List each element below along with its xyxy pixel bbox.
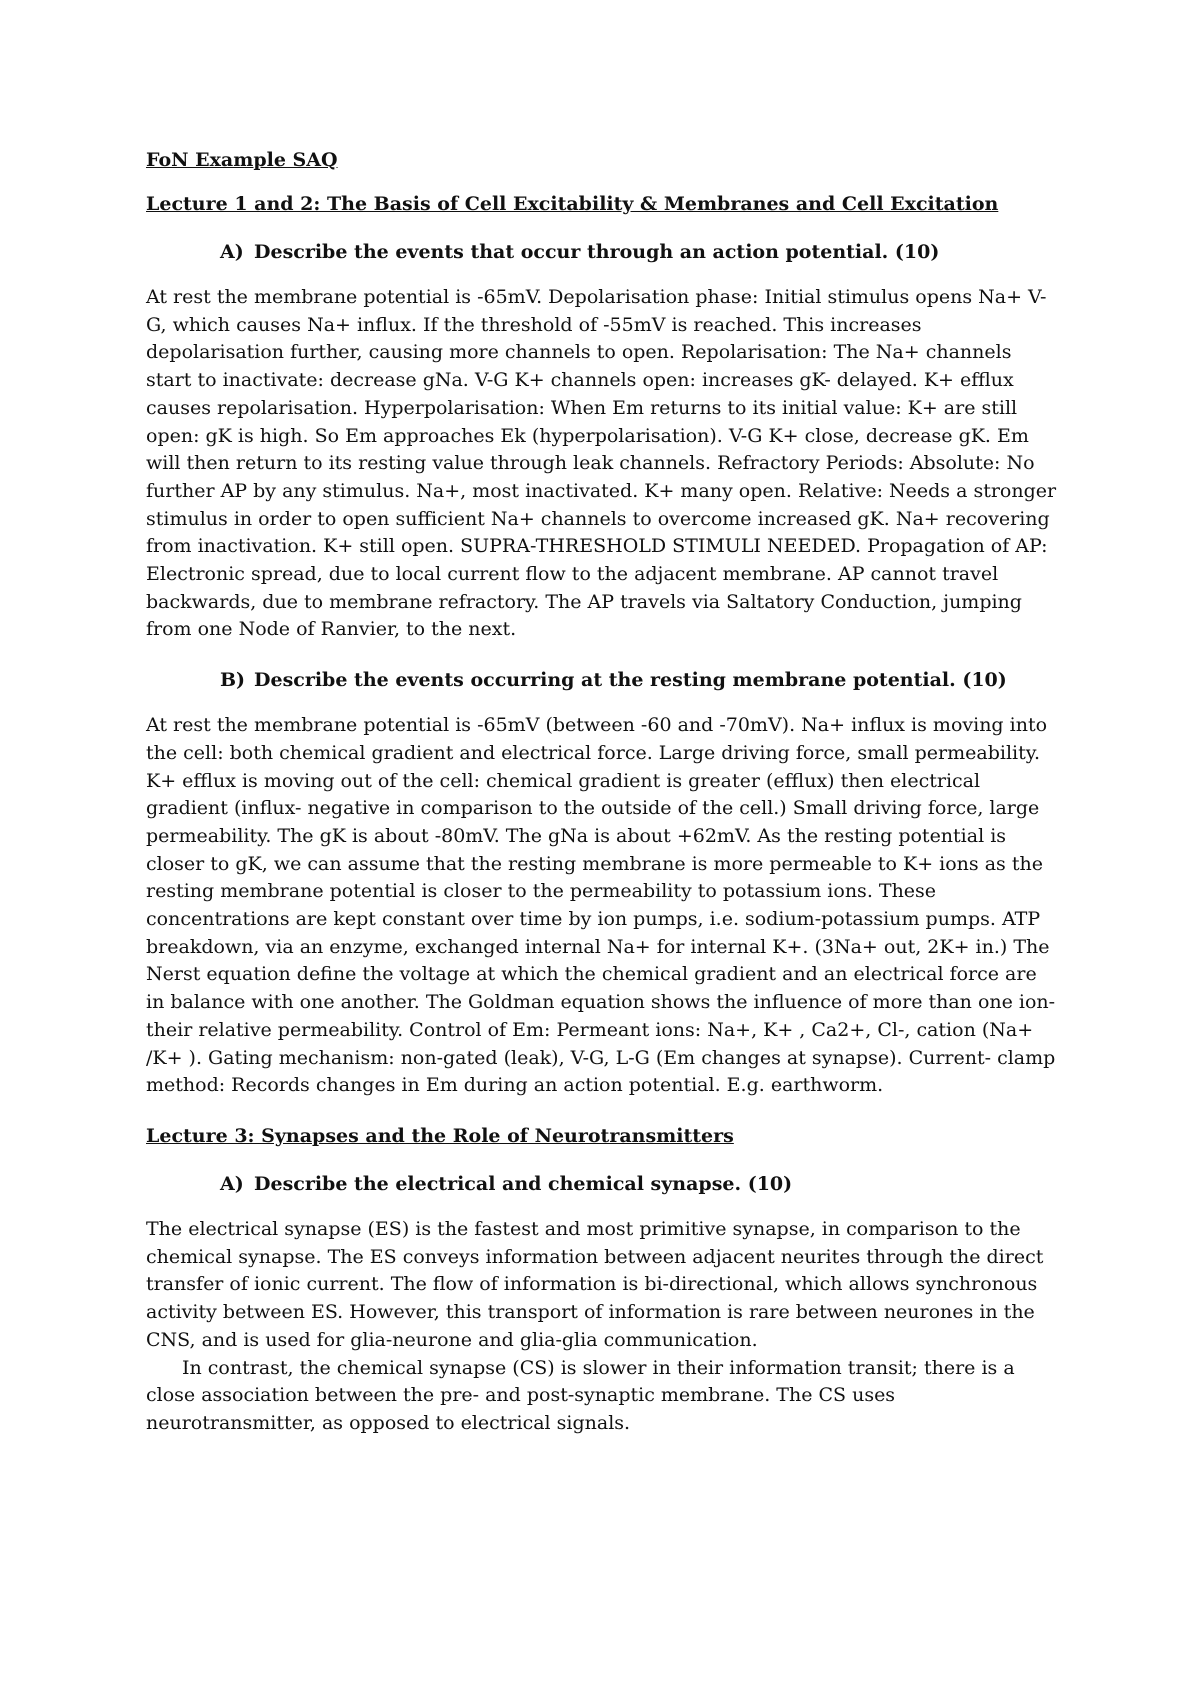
answer-paragraph: At rest the membrane potential is -65mV. Depolarisation phase: Initial stimulus opens Na+ V-G, which causes Na+ influx. If the threshold of -55mV is reached. This increases depolarisation further, causing more channels to open. Repolarisation: The Na+ channels start to inactivate: decrease gNa. V-G K+ channels open: increases gK- delayed. K+ efflux causes repolarisation. Hyperpolarisation: When Em returns to its initial value: K+ are still open: gK is high. So Em approaches Ek (hyperpolarisation). V-G K+ close, decrease gK. Em will then return to its resting value through leak channels. Refractory Periods: Absolute: No further AP by any stimulus. Na+, most inactivated. K+ many open. Relative: Needs a stronger stimulus in order to open sufficient Na+ channels to overcome increased gK. Na+ recovering from inactivation. K+ still open. SUPRA-THRESHOLD STIMULI NEEDED. Propagation of AP: Electronic spread, due to local current flow to the adjacent membrane. AP cannot travel backwards, due to membrane refractory. The AP travels via Saltatory Conduction, jumping from one Node of Ranvier, to the next. <box>146 286 1057 641</box>
lecture-3-heading: Lecture 3: Synapses and the Role of Neurotransmitters <box>146 1124 734 1147</box>
answer-paragraph-1: The electrical synapse (ES) is the fastest and most primitive synapse, in comparison to the chemical synapse. The ES conveys information between adjacent neurites through the direct transfer of ionic current. The flow of information is bi-directional, which allows synchronous activity between ES. However, this transport of information is rare between neurones in the CNS, and is used for glia-neurone and glia-glia communication. <box>146 1217 1044 1351</box>
document-body <box>146 148 1058 1462</box>
answer-1b <box>146 712 1058 1100</box>
answer-paragraph-2: In contrast, the chemical synapse (CS) is slower in their information transit; there is a close association between the pre- and post-synaptic membrane. The CS uses neurotransmitter, as opposed to electrical signals. <box>146 1356 1015 1434</box>
question-letter: A) <box>220 241 244 263</box>
question-text: Describe the events that occur through an action potential. (10) <box>254 241 940 263</box>
answer-1a <box>146 284 1058 644</box>
question-letter: B) <box>220 669 246 692</box>
question-letter: A) <box>220 1172 244 1195</box>
question-text: Describe the electrical and chemical synapse. (10) <box>254 1172 793 1195</box>
question-3a <box>146 1172 1058 1196</box>
question-text: Describe the events occurring at the resting membrane potential. (10) <box>254 669 1007 692</box>
document-title: FoN Example SAQ <box>146 149 338 171</box>
question-1b <box>146 668 1058 692</box>
question-1a <box>146 240 1058 264</box>
lecture-1-2-heading: Lecture 1 and 2: The Basis of Cell Excitability & Membranes and Cell Excitation <box>146 193 999 215</box>
answer-paragraph: At rest the membrane potential is -65mV (between -60 and -70mV). Na+ influx is moving into the cell: both chemical gradient and electrical force. Large driving force, small permeability. K+ efflux is moving out of the cell: chemical gradient is greater (efflux) then electrical gradient (influx- negative in comparison to the outside of the cell.) Small driving force, large permeability. The gK is about -80mV. The gNa is about +62mV. As the resting potential is closer to gK, we can assume that the resting membrane is more permeable to K+ ions as the resting membrane potential is closer to the permeability to potassium ions. These concentrations are kept constant over time by ion pumps, i.e. sodium-potassium pumps. ATP breakdown, via an enzyme, exchanged internal Na+ for internal K+. (3Na+ out, 2K+ in.) The Nerst equation define the voltage at which the chemical gradient and an electrical force are in balance with one another. The Goldman equation shows the influence of more than one ion- their relative permeability. Control of Em: Permeant ions: Na+, K+ , Ca2+, Cl-, cation (Na+ /K+ ). Gating mechanism: non-gated (leak), V-G, L-G (Em changes at synapse). Current- clamp method: Records changes in Em during an action potential. E.g. earthworm. <box>146 714 1056 1097</box>
answer-3a <box>146 1216 1058 1438</box>
